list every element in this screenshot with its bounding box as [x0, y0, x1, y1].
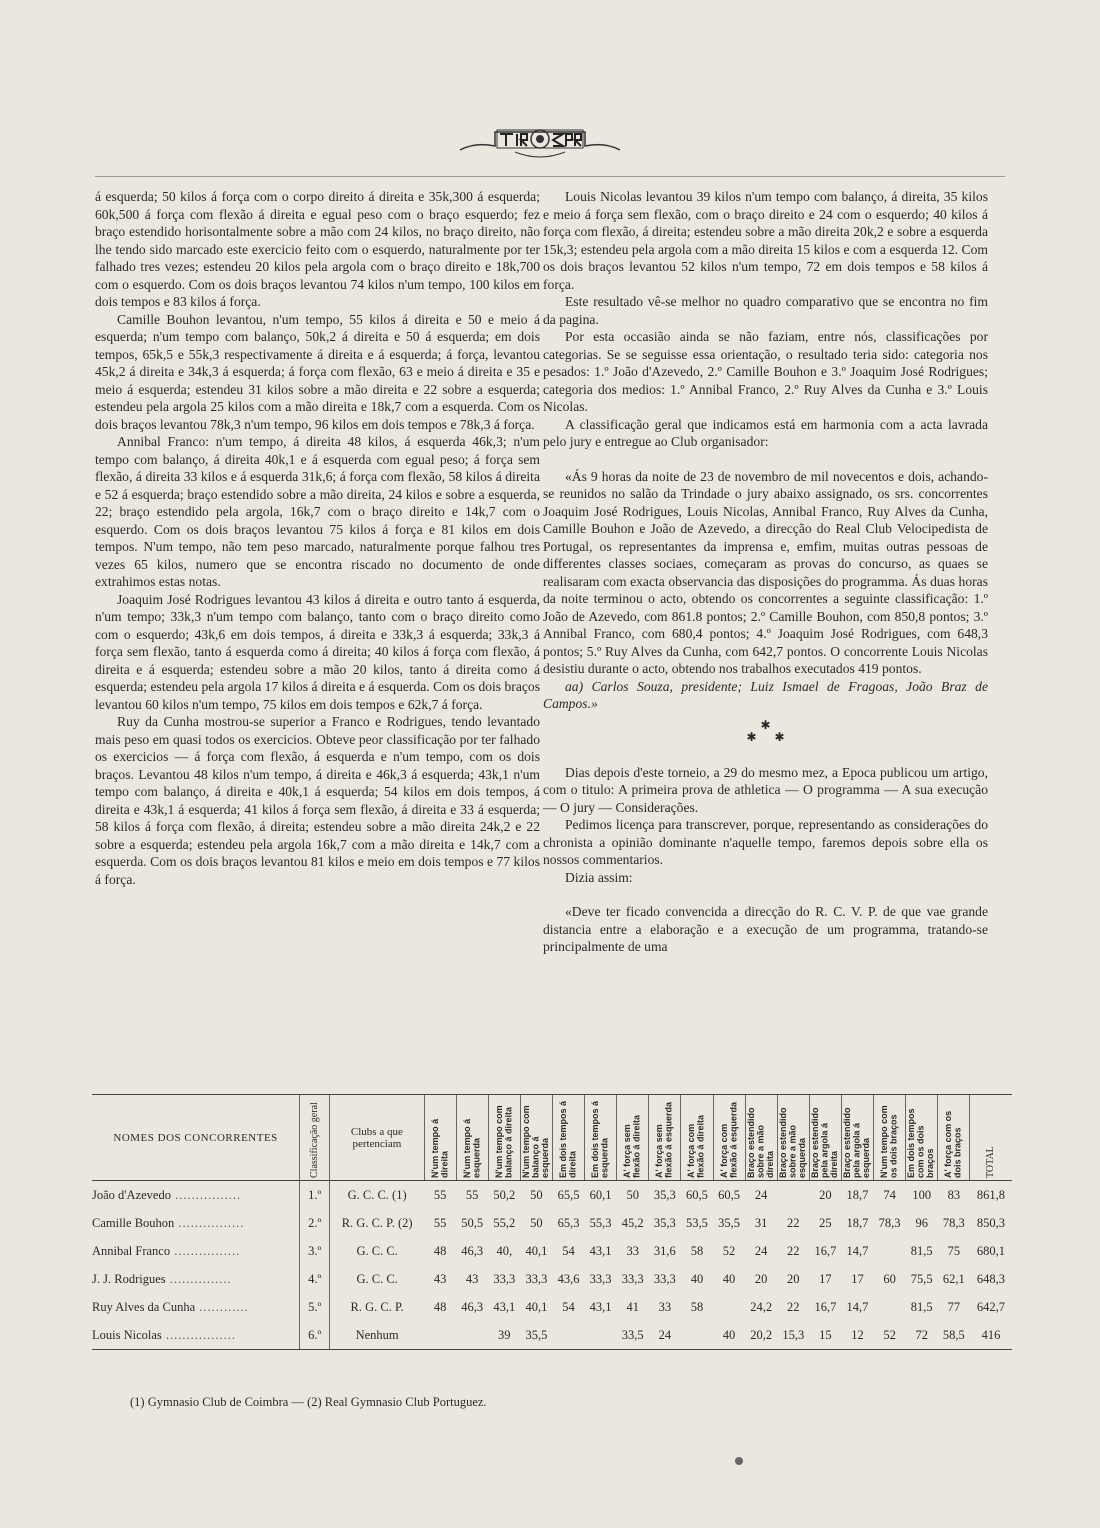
row-class: 4.º	[300, 1265, 330, 1293]
results-table-wrap	[92, 1094, 1012, 1350]
header-col-16: A' força com os dois braços	[938, 1095, 970, 1181]
header-rule	[95, 176, 1005, 177]
paragraph: Annibal Franco: n'um tempo, á direita 48 kilos, á esquerda 46k,3; n'um tempo com balanço, á direita 40k,1 e á esquerda com egual peso; á força sem flexão, á direita 33 kilos e á esquerda 31k,6; á força com flexão, 58 kilos á direita e 52 á esquerda; braço estendido sobre a mão direita, 24 kilos e sobre a esquerda, 22; braço estendido pela argola, 16k,7 com o braço direito e 14k,7 com o esquerdo. Com os dois braços levantou 75 kilos á força e 81 kilos em dois tempos. N'um tempo, não tem peso marcado, naturalmente porque falhou tres vezes 65 kilos, numero que se encontra riscado no documento de onde extrahimos estas notas.	[95, 434, 540, 589]
quoted-minutes: «Ás 9 horas da noite de 23 de novembro de mil novecentos e dois, achando-se reunidos no salão da Trindade o jury abaixo assignado, os srs. concorrentes Joaquim José Rodrigues, Louis Nicolas, Annibal Franco, Ruy Alves da Cunha, Camille Bouhon e João de Azevedo, a direcção do Real Club Velocipedista de Portugal, os representantes da imprensa e, emfim, muitas outras pessoas de differentes classes sociaes, começaram as provas do concurso, as quaes se realisaram com exacta observancia das disposições do programma. Ás duas horas da noite terminou o acto, obtendo os concorrentes a seguinte classificação: 1.º João de Azevedo, com 861.8 pontos; 2.º Camille Bouhon, com 850,8 pontos; 3.º Annibal Franco, com 680,4 pontos; 4.º Joaquim José Rodrigues, com 648,3 pontos; 5.º Ruy Alves da Cunha, com 642,7 pontos. O concorrente Louis Nicolas desistiu durante o acto, obtendo nos trabalhos executados 419 pontos.	[543, 468, 988, 676]
row-value: 55	[433, 1187, 447, 1202]
row-value: 60	[883, 1271, 896, 1286]
row-name: João d'Azevedo ................	[92, 1187, 242, 1202]
row-value: 55	[465, 1187, 479, 1202]
row-value: 75,5	[910, 1271, 933, 1286]
row-value: 33,3	[493, 1271, 516, 1286]
row-club: G. C. C.	[330, 1237, 424, 1265]
signatures: aa) Carlos Souza, presidente; Luiz Ismael de Fragoas, João Braz de Campos.»	[543, 678, 988, 711]
row-value: 52	[874, 1321, 906, 1350]
table-row	[92, 1265, 1012, 1293]
row-value: 40,1	[525, 1243, 548, 1258]
row-value: 50,2	[493, 1187, 516, 1202]
row-value: 58	[690, 1243, 704, 1258]
row-value: 60,5	[718, 1187, 740, 1202]
row-value: 40	[690, 1271, 704, 1286]
row-value: 81,5	[910, 1243, 933, 1258]
row-value: 78,3	[942, 1215, 965, 1230]
header-names: NOMES DOS CONCORRENTES	[92, 1095, 300, 1181]
row-value: 53,5	[686, 1215, 708, 1230]
header-col-1: N'um tempo á esquerda	[456, 1095, 488, 1181]
row-total: 850,3	[976, 1215, 1005, 1230]
header-col-8: A' força com flexão á direita	[681, 1095, 713, 1181]
header-col-11: Braço estendido sobre a mão esquerda	[777, 1095, 809, 1181]
row-value: 40,	[496, 1243, 513, 1258]
row-club: G. C. C.	[330, 1265, 424, 1293]
row-value: 33,3	[621, 1271, 644, 1286]
row-value: 22	[787, 1243, 800, 1258]
header-col-14: N'um tempo com os dois braços	[874, 1095, 906, 1181]
row-value: 43,6	[557, 1271, 580, 1286]
row-club: R. G. C. P.	[330, 1293, 424, 1321]
header-col-10: Braço estendido sobre a mão direita	[745, 1095, 777, 1181]
paragraph: Ruy da Cunha mostrou-se superior a Franco e Rodrigues, tendo levantado mais peso em quasi todos os exercicios. Obteve peor classificação por ter falhado os exercicios — á força com flexão, á esquerda e n'um tempo, com os dois braços. Levantou 48 kilos n'um tempo, á direita e 46k,3 á esquerda; 43k,1 n'um tempo com balanço, á direita e 40k,1 á esquerda; 54 kilos em dois tempos, á direita e 43k,1 á esquerda; 41 kilos á força sem flexão, á direita e 33 á esquerda; 58 kilos á força com flexão, á direita; estendeu sobre a mão direita 24k,2 e 22 sobre a esquerda; estendeu pela argola 16k,7 com a mão direita e 14k,7 com a esquerda. Com os dois braços levantou 81 kilos e meio em dois tempos e 77 kilos á força.	[95, 714, 540, 887]
row-value: 33,5	[617, 1321, 649, 1350]
row-value: 20	[787, 1271, 800, 1286]
row-class: 1.º	[300, 1181, 330, 1210]
row-value: 15	[809, 1321, 841, 1350]
row-club: Nenhum	[330, 1321, 424, 1350]
header-col-7: A' força sem flexão á esquerda	[649, 1095, 681, 1181]
table-row	[92, 1181, 1012, 1210]
row-value: 35,3	[653, 1187, 676, 1202]
row-value: 50	[530, 1187, 543, 1202]
row-value: 39	[488, 1321, 520, 1350]
row-value: 14,7	[846, 1243, 869, 1258]
row-value: 40,1	[525, 1299, 548, 1314]
row-club: G. C. C. (1)	[330, 1181, 424, 1210]
row-value: 31	[754, 1215, 768, 1230]
paragraph: Por esta occasião ainda se não faziam, entre nós, classificações por categorias. Se se seguisse essa orientação, o resultado teria sido: categoria nos pesados: 1.º João d'Azevedo, 2.º Camille Bouhon e 3.º Joaquim José Rodrigues; categoria dos medios: 1.º Annibal Franco, 2.º Ruy Alves da Cunha e 3.º Louis Nicolas.	[543, 329, 988, 414]
row-value: 58,5	[938, 1321, 970, 1350]
row-total: 861,8	[976, 1187, 1005, 1202]
row-value: 20,2	[745, 1321, 777, 1350]
row-value: 24	[754, 1187, 768, 1202]
row-value: 65,3	[557, 1215, 580, 1230]
header-col-15: Em dois tempos com os dois braços	[906, 1095, 938, 1181]
row-value: 31,6	[653, 1243, 676, 1258]
row-value: 25	[819, 1215, 832, 1230]
row-total: 416	[970, 1321, 1012, 1350]
row-value: 55,3	[589, 1215, 612, 1230]
row-value: 46,3	[461, 1243, 484, 1258]
results-table	[92, 1094, 1012, 1350]
row-class: 3.º	[300, 1237, 330, 1265]
row-total: 642,7	[976, 1299, 1005, 1314]
row-name: J. J. Rodrigues ...............	[92, 1271, 232, 1286]
row-value: 33,3	[589, 1271, 612, 1286]
row-value: 35,5	[718, 1215, 740, 1230]
row-value	[424, 1321, 456, 1350]
row-class: 6.º	[300, 1321, 330, 1350]
row-value: 55,2	[493, 1215, 516, 1230]
row-value: 33,3	[525, 1271, 548, 1286]
row-value: 33	[626, 1243, 639, 1258]
header-col-5: Em dois tempos á esquerda	[585, 1095, 617, 1181]
section-stars: ✱ ✱ ✱	[746, 717, 785, 744]
table-row	[92, 1209, 1012, 1237]
row-value	[681, 1321, 713, 1350]
row-value: 48	[433, 1299, 447, 1314]
row-value	[456, 1321, 488, 1350]
header-col-2: N'um tempo com balanço á direita	[488, 1095, 520, 1181]
row-value: 41	[626, 1299, 639, 1314]
row-value: 43,1	[589, 1299, 612, 1314]
row-value: 45,2	[621, 1215, 644, 1230]
row-name: Camille Bouhon ................	[92, 1215, 245, 1230]
row-value: 33,3	[653, 1271, 676, 1286]
row-value: 43,1	[589, 1243, 612, 1258]
header-col-3: N'um tempo com balanço á esquerda	[520, 1095, 552, 1181]
left-column	[95, 188, 540, 888]
header-col-9: A' força com flexão á esquerda	[713, 1095, 745, 1181]
paragraph: Louis Nicolas levantou 39 kilos n'um tempo com balanço, á direita, 35 kilos e meio á força sem flexão, com o braço direito e 24 com o esquerdo; 40 kilos á força com flexão, á direita; estendeu sobre a mão direita 20k,2 e sobre a esquerda 15k,3; estendeu pela argola com a mão direita 15 kilos e com a esquerda 12. Com os dois braços levantou 52 kilos n'um tempo, 72 em dois tempos e 58 kilos á força.	[543, 189, 988, 292]
paragraph: A classificação geral que indicamos está em harmonia com a acta lavrada pelo jury e entregue ao Club organisador:	[543, 416, 988, 449]
row-value: 18,7	[846, 1187, 869, 1202]
paragraph: Pedimos licença para transcrever, porque, representando as considerações do chronista a opinião dominante n'aquelle tempo, faremos depois sobre ella os nossos commentarios.	[543, 817, 988, 867]
row-value: 74	[883, 1187, 896, 1202]
row-value: 16,7	[814, 1299, 837, 1314]
page-dot	[735, 1457, 743, 1465]
row-value: 40	[713, 1321, 745, 1350]
row-value	[874, 1293, 906, 1321]
row-value: 20	[754, 1271, 768, 1286]
row-value: 65,5	[557, 1187, 580, 1202]
right-column	[543, 188, 988, 956]
row-value: 58	[690, 1299, 704, 1314]
row-value: 20	[819, 1187, 832, 1202]
row-value: 52	[722, 1243, 736, 1258]
row-value: 62,1	[942, 1271, 965, 1286]
row-value: 48	[433, 1243, 447, 1258]
row-value: 35,3	[653, 1215, 676, 1230]
row-value: 55	[433, 1215, 447, 1230]
paragraph: Joaquim José Rodrigues levantou 43 kilos á direita e outro tanto á esquerda, n'um tempo; 33k,3 n'um tempo com balanço, tanto com o braço direito como com o esquerdo; 43k,6 em dois tempos, á direita e 33k,3 á esquerda; 33k,3 á força sem flexão, tanto á esquerda como á direita; 40 kilos á força com flexão, á direita e á esquerda; estendeu sobre a mão 20 kilos, tanto á direita como á esquerda; estendeu pela argola 17 kilos á direita e á esquerda. Com os dois braços levantou 60 kilos n'um tempo, 75 kilos em dois tempos e 62k,7 á força.	[95, 591, 540, 712]
header-col-13: Braço estendido pela argola á esquerda	[841, 1095, 873, 1181]
row-value: 18,7	[846, 1215, 869, 1230]
row-value: 22	[787, 1299, 800, 1314]
row-value: 100	[912, 1187, 932, 1202]
row-value: 46,3	[461, 1299, 484, 1314]
row-value	[777, 1181, 809, 1210]
row-value: 77	[947, 1299, 961, 1314]
row-value: 14,7	[846, 1299, 869, 1314]
row-value: 50	[530, 1215, 543, 1230]
row-value: 40	[722, 1271, 736, 1286]
row-value: 96	[915, 1215, 928, 1230]
row-value: 54	[562, 1299, 575, 1314]
row-value: 78,3	[878, 1215, 901, 1230]
row-value: 50	[626, 1187, 639, 1202]
row-value	[874, 1237, 906, 1265]
row-value: 60,5	[686, 1187, 708, 1202]
row-name: Louis Nicolas .................	[92, 1321, 300, 1350]
row-value	[552, 1321, 584, 1350]
paragraph: «Deve ter ficado convencida a direcção do R. C. V. P. de que vae grande distancia entre a elaboração e a execução de um programma, tratando-se principalmente de uma	[543, 904, 988, 954]
table-row	[92, 1293, 1012, 1321]
row-value: 17	[819, 1271, 832, 1286]
paragraph: Dias depois d'este torneio, a 29 do mesmo mez, a Epoca publicou um artigo, com o titulo: A primeira prova de athletica — O programma — A sua execução — O jury — Considerações.	[543, 764, 988, 815]
row-value: 43	[433, 1271, 447, 1286]
paragraph: Dizia assim:	[565, 869, 633, 885]
header-col-4: Em dois tempos á direita	[552, 1095, 584, 1181]
row-value: 24,2	[750, 1299, 773, 1314]
table-row	[92, 1321, 1012, 1350]
row-value: 16,7	[814, 1243, 837, 1258]
header-col-12: Braço estendido pela argola á direita	[809, 1095, 841, 1181]
row-total: 680,1	[976, 1243, 1005, 1258]
row-value: 22	[787, 1215, 800, 1230]
row-club: R. G. C. P. (2)	[330, 1209, 424, 1237]
row-value: 81,5	[910, 1299, 933, 1314]
paragraph: Este resultado vê-se melhor no quadro comparativo que se encontra no fim da pagina.	[543, 294, 988, 327]
row-value	[713, 1293, 745, 1321]
header-clubs: Clubs a que pertenciam	[330, 1095, 424, 1181]
row-value: 24	[754, 1243, 768, 1258]
row-value: 17	[851, 1271, 864, 1286]
row-value: 60,1	[589, 1187, 612, 1202]
row-name: Annibal Franco ................	[92, 1243, 241, 1258]
table-row	[92, 1237, 1012, 1265]
row-value: 12	[841, 1321, 873, 1350]
row-value: 33	[658, 1299, 672, 1314]
row-value: 24	[649, 1321, 681, 1350]
row-class: 2.º	[300, 1209, 330, 1237]
row-total: 648,3	[976, 1271, 1005, 1286]
row-value: 35,5	[520, 1321, 552, 1350]
row-value: 83	[947, 1187, 961, 1202]
row-value: 72	[906, 1321, 938, 1350]
row-name: Ruy Alves da Cunha ............	[92, 1299, 249, 1314]
tiro-e-sport-logo	[455, 122, 625, 162]
header-class: Classificação geral	[300, 1095, 330, 1181]
row-value: 15,3	[777, 1321, 809, 1350]
paragraph: á esquerda; 50 kilos á força com o corpo direito á direita e 35k,300 á esquerda; 60k,500 á força com flexão á direita e egual peso com o braço esquerdo; fez braço estendido horisontalmente sobre a mão com 24 kilos, no braço direito, não lhe tendo sido marcado este exercicio feito com o esquerdo, naturalmente por ter falhado tres vezes; estendeu 20 kilos pela argola com o braço direito e 18k,700 com o esquerdo. Com os dois braços levantou 74 kilos n'um tempo, 100 kilos em dois tempos e 83 kilos á força.	[95, 189, 540, 309]
row-value	[585, 1321, 617, 1350]
header-col-6: A' força sem flexão á direita	[617, 1095, 649, 1181]
row-value: 50,5	[461, 1215, 484, 1230]
row-value: 75	[947, 1243, 961, 1258]
row-value: 43,1	[493, 1299, 516, 1314]
row-value: 54	[562, 1243, 575, 1258]
footnote: (1) Gymnasio Club de Coimbra — (2) Real Gymnasio Club Portuguez.	[130, 1395, 487, 1409]
header-total: TOTAL	[970, 1095, 1012, 1181]
header-col-0: N'um tempo á direita	[424, 1095, 456, 1181]
row-value: 43	[465, 1271, 479, 1286]
paragraph: Camille Bouhon levantou, n'um tempo, 55 kilos á direita e 50 e meio á esquerda; n'um tempo com balanço, 50k,2 á direita e 50 á esquerda; em dois tempos, 65k,5 e 55k,3 respectivamente á direita e á esquerda; á força, levantou 45k,2 á direita e 34k,3 á esquerda; á força com flexão, 63 e meio á direita e 35 e meio á esquerda; estendeu 31 kilos sobre a mão direita e 22 sobre a esquerda; estendeu pela argola 25 kilos com a mão direita e 18k,7 com a esquerda. Com os dois braços levantou 78k,3 n'um tempo, 96 kilos em dois tempos e 78k,3 á força.	[95, 311, 540, 432]
row-class: 5.º	[300, 1293, 330, 1321]
